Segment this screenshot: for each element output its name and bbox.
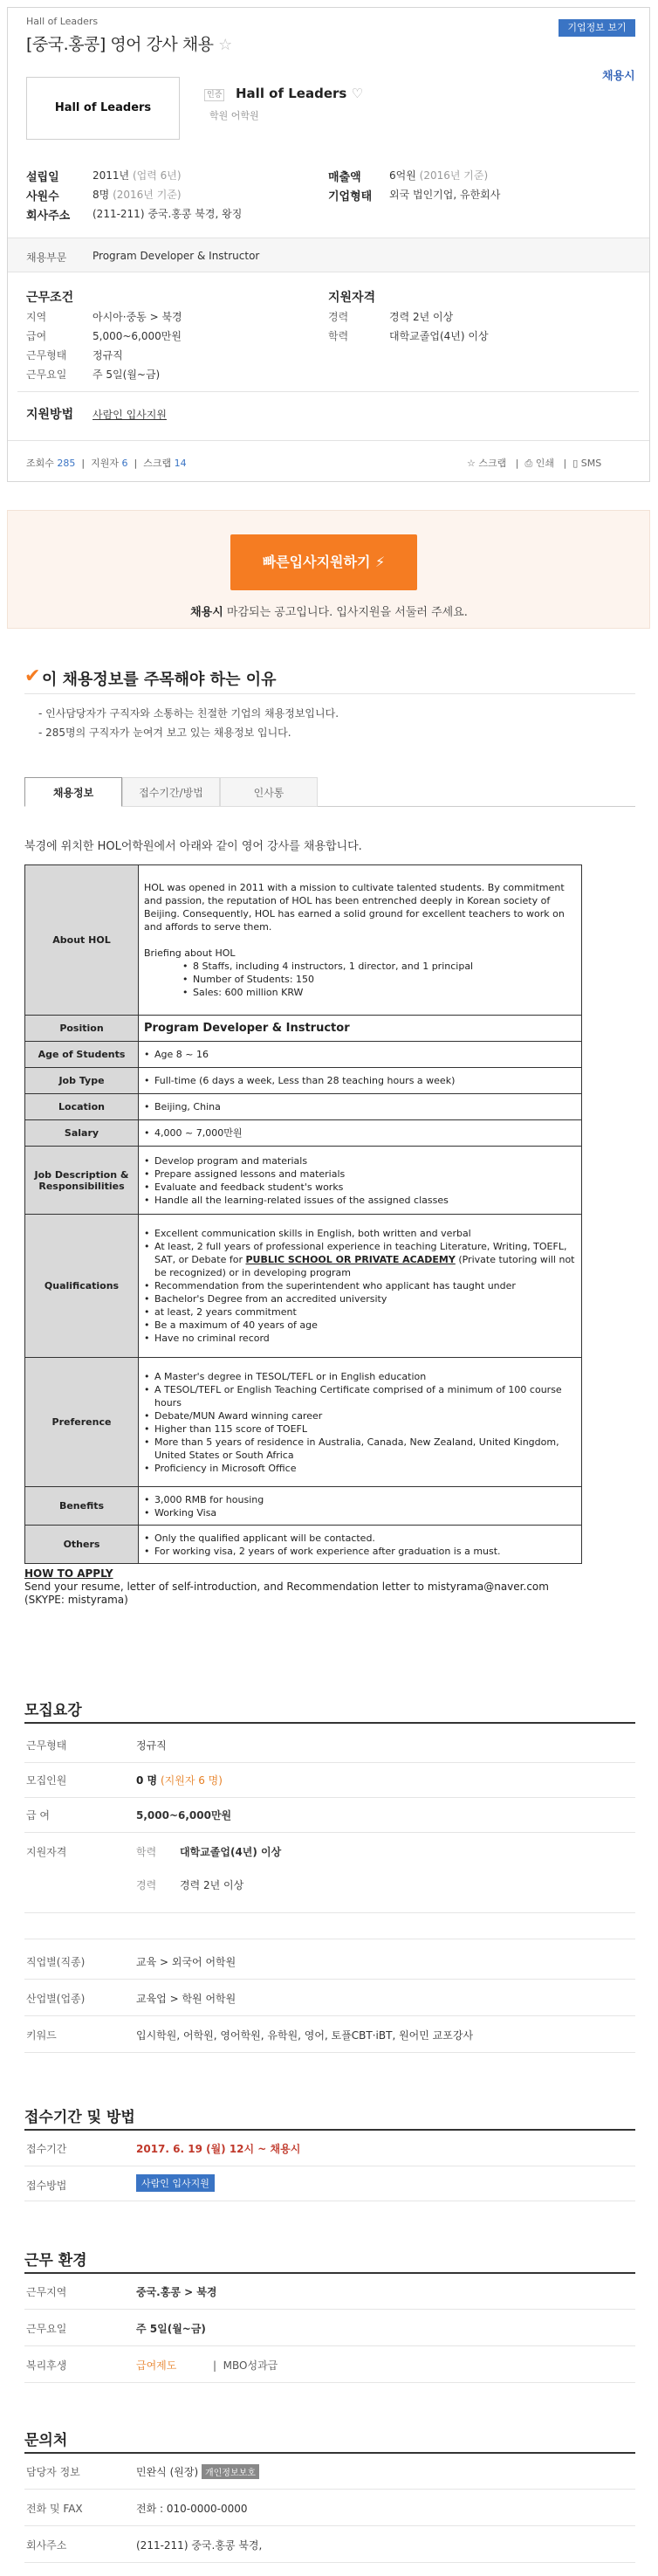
divider [24,2272,635,2274]
phone-label: 전화 및 FAX [26,2503,83,2515]
apply-note-text: 마감되는 공고입니다. 입사지원을 서둘러 주세요. [223,606,468,619]
company-info-button[interactable]: 기업정보 보기 [559,19,635,37]
position-label: Position [25,1016,139,1042]
apply-method-label: 지원방법 [26,408,74,422]
qualification-value: 대학교졸업(4년) 이상 [389,330,489,342]
job-category-label: 직업별(직종) [26,1956,86,1968]
sales-text: 6억원 [389,169,416,182]
environment-title: 근무 환경 [24,2252,87,2269]
job-type-label: Job Type [25,1068,139,1094]
table-row [25,1526,582,1564]
list-item: • Be a maximum of 40 years of age [144,1319,576,1332]
about-paragraph: HOL was opened in 2011 with a mission to cultivate talented students. By commitment and passion, the reputation of HOL has been entrenched deeply in Korean society of Beijing. Consequently, HOL has earned a solid ground for excellent teachers to work on and affords to serve them. [144,882,565,933]
responsibilities-label: Job Description & Responsibilities [25,1147,139,1215]
privacy-badge: 개인정보보호 [202,2464,259,2479]
list-item: • Excellent communication skills in English, both written and verbal [144,1227,576,1240]
edu-label: 학력 [136,1846,157,1858]
list-item: • Full-time (6 days a week, Less than 28 teaching hours a week) [144,1074,576,1087]
address-label: 회사주소 [26,210,71,223]
welfare-label: 복리후생 [26,2359,67,2372]
list-item: • Sales: 600 million KRW [144,986,576,999]
company-category: 학원 어학원 [209,110,259,121]
divider [24,693,635,694]
table-row [25,1147,582,1215]
why-line: - 285명의 구직자가 눈여겨 보고 있는 채용정보 입니다. [38,727,291,739]
headcount-text: 0 명 [136,1774,158,1787]
founded-value [93,168,182,183]
job-description-table [24,864,582,1564]
stats-bar: 조회수 285 | 지원자 6 | 스크랩 14 [26,458,187,469]
divider [24,1832,635,1833]
contact-address-value: (211-211) 중국.홍콩 북경, [136,2539,263,2552]
contact-address-label: 회사주소 [26,2539,67,2552]
summary-title: 모집요강 [24,1702,82,1719]
table-row [25,1215,582,1358]
qualification-value: 경력 2년 이상 [389,311,454,323]
print-button[interactable]: 인쇄 [535,458,555,469]
heart-icon[interactable]: ♡ [351,86,364,101]
list-item: • Evaluate and feedback student's works [144,1181,576,1194]
days-label: 근무요일 [26,2323,67,2335]
divider [24,1979,635,1980]
job-category-value[interactable]: 교육 > 외국어 어학원 [136,1956,236,1968]
condition-label: 근무요일 [26,368,67,381]
divider [24,2015,635,2016]
career-value: 경력 2년 이상 [180,1879,244,1891]
conditions-title: 근무조건 [26,291,74,305]
manager-label: 담당자 정보 [26,2466,80,2478]
list-item: • Develop program and materials [144,1154,576,1167]
table-row [25,1016,582,1042]
sales-label: 매출액 [328,171,361,184]
region-label: 근무지역 [26,2286,67,2298]
preference-label: Preference [25,1358,139,1487]
divider [24,1797,635,1798]
divider [24,2345,635,2346]
views-label: 조회수 [26,458,54,469]
divider [24,2309,635,2310]
period-value: 2017. 6. 19 (월) 12시 ~ 채용시 [136,2143,301,2155]
sales-note: (2016년 기준) [419,169,489,182]
tab-hr-talk[interactable]: 인사통 [220,777,318,807]
list-item: • Number of Students: 150 [144,973,576,986]
list-item: • 3,000 RMB for housing [144,1493,576,1506]
company-logo[interactable]: Hall of Leaders [26,77,180,140]
divider [24,1762,635,1763]
position-label: 채용부문 [26,251,67,264]
welfare-value-2: | MBO성과급 [213,2359,278,2372]
certified-tag: 인증 [204,89,224,101]
applicants-count: 6 [121,458,128,469]
saramin-apply-button[interactable]: 사람인 입사지원 [136,2174,215,2192]
position-value: Program Developer & Instructor [139,1016,582,1042]
phone-value: 전화 : 010-0000-0000 [136,2503,248,2515]
table-row [25,1120,582,1147]
list-item: • Higher than 115 score of TOEFL [144,1422,576,1436]
list-item: • Working Visa [144,1506,576,1519]
how-to-apply-line: Send your resume, letter of self-introduction, and Recommendation letter to mistyrama@naver.com [24,1581,549,1593]
contact-title: 문의처 [24,2432,68,2449]
list-item: • Recommendation from the superintendent who applicant has taught under [144,1279,576,1292]
list-item: • 4,000 ~ 7,000만원 [144,1126,576,1140]
employment-type-value: 정규직 [136,1739,167,1752]
list-item: • Bachelor's Degree from an accredited university [144,1292,576,1305]
qualifications-title: 지원자격 [328,291,376,305]
apply-method-link[interactable]: 사람인 입사지원 [93,409,167,421]
tab-period-method[interactable]: 접수기간/방법 [122,777,220,807]
qualification-text: At least, 2 full years of professional experience in teaching Literature, Writing, TOEFL, SAT, or Debate for [154,1241,567,1265]
condition-label: 근무형태 [26,349,67,362]
list-item: • Handle all the learning-related issues of the assigned classes [144,1194,576,1207]
academy-tail: (Private tutoring will not be recognized) or in developing program [154,1254,575,1278]
divider [8,440,649,441]
method-value [136,2174,215,2192]
scrap-button[interactable]: ☆ 스크랩 [467,458,507,469]
condition-label: 지역 [26,311,47,323]
region-value: 중국.홍콩 > 북경 [136,2286,217,2298]
list-item: • 8 Staffs, including 4 instructors, 1 director, and 1 principal [144,960,576,973]
about-label: About HOL [25,865,139,1016]
table-row [25,1094,582,1120]
divider [24,2452,635,2454]
salary-value: 5,000~6,000만원 [136,1809,232,1822]
company-type-value: 외국 법인기업, 유한회사 [389,189,501,201]
qual-label: 지원자격 [26,1846,67,1858]
salary-label: Salary [25,1120,139,1147]
qualification-label: 경력 [328,311,349,323]
list-item: • Debate/MUN Award winning career [144,1409,576,1422]
period-label: 접수기간 [26,2143,67,2155]
actions-bar: ☆ 스크랩 | ⎙ 인쇄 | ▯ SMS [467,458,602,469]
briefing-list [144,960,576,999]
company-type-label: 기업형태 [328,190,373,203]
others-label: Others [25,1526,139,1564]
employment-type-label: 근무형태 [26,1739,67,1752]
list-item: • Prepare assigned lessons and materials [144,1167,576,1181]
edu-value: 대학교졸업(4년) 이상 [180,1846,282,1858]
condition-label: 급여 [26,330,47,342]
salary-label: 급 여 [26,1809,50,1822]
list-item: • Only the qualified applicant will be contacted. [144,1532,576,1545]
method-label: 접수방법 [26,2180,67,2192]
apply-note-bold: 채용시 [190,606,223,619]
applicants-label: 지원자 [91,458,119,469]
address-value: (211-211) 중국.홍콩 북경, 왕징 [93,208,243,220]
list-item: • Have no criminal record [144,1332,576,1345]
divider [24,1722,635,1724]
table-row [25,1068,582,1094]
company-name[interactable] [236,86,363,101]
divider [24,2489,635,2490]
manager-name: 민완식 (원장) [136,2466,199,2478]
founded-note: (업력 6년) [132,169,182,182]
table-row [25,1487,582,1526]
days-value: 주 5일(월~금) [136,2323,206,2335]
keywords-value[interactable]: 입시학원, 어학원, 영어학원, 유학원, 영어, 토플CBT·iBT, 원어민 교포강사 [136,2029,474,2042]
divider [24,2562,635,2563]
list-item: • at least, 2 years commitment [144,1305,576,1319]
how-to-apply-title: HOW TO APPLY [24,1567,113,1580]
list-item: • A TESOL/TEFL or English Teaching Certificate comprised of a minimum of 100 course hours [144,1383,576,1409]
headcount-label: 모집인원 [26,1774,67,1787]
scraps-label: 스크랩 [143,458,172,469]
scraps-count: 14 [174,458,187,469]
divider [24,2129,635,2131]
list-item: • Proficiency in Microsoft Office [144,1462,576,1475]
welfare-value-1: 급여제도 [136,2359,177,2372]
condition-value: 주 5일(월~금) [93,368,161,381]
print-icon[interactable]: ⎙ [524,458,533,469]
qualifications-label: Qualifications [25,1215,139,1358]
sales-value [389,168,488,183]
employees-text: 8명 [93,189,110,201]
table-row [25,1358,582,1487]
welfare-value-2-text: MBO성과급 [223,2359,278,2372]
list-item: • Beijing, China [144,1100,576,1113]
founded-label: 설립일 [26,171,59,184]
divider [24,2525,635,2526]
industry-value[interactable]: 교육업 > 학원 어학원 [136,1993,236,2005]
list-item [144,1240,576,1279]
about-value [139,865,582,1016]
apply-note [0,603,658,619]
list-item: • Age 8 ~ 16 [144,1048,576,1061]
divider [24,2382,635,2383]
keywords-label: 키워드 [26,2029,57,2042]
list-item: • More than 5 years of residence in Australia, Canada, New Zealand, United Kingdom, United States or South Africa [144,1436,576,1462]
academy-emphasis: PUBLIC SCHOOL OR PRIVATE ACADEMY [245,1254,456,1265]
divider [24,2052,635,2053]
table-row [25,865,582,1016]
intro-text: 북경에 위치한 HOL어학원에서 아래와 같이 영어 강사를 채용합니다. [24,840,362,853]
industry-label: 산업별(업종) [26,1993,86,2005]
star-icon[interactable]: ☆ [218,36,232,54]
detail-tabs [24,777,635,807]
views-count: 285 [57,458,76,469]
period-title: 접수기간 및 방법 [24,2109,135,2126]
founded-text: 2011년 [93,169,130,182]
location-label: Location [25,1094,139,1120]
why-line: - 인사담당자가 구직자와 소통하는 친절한 기업의 채용정보입니다. [38,707,339,720]
condition-value: 정규직 [93,349,123,362]
benefits-label: Benefits [25,1487,139,1526]
how-to-apply [24,1567,549,1607]
career-label: 경력 [136,1879,157,1891]
employees-label: 사원수 [26,190,59,203]
headcount-value [136,1773,223,1787]
qualification-label: 학력 [328,330,349,342]
list-item: • For working visa, 2 years of work experience after graduation is a must. [144,1545,576,1558]
company-small-name[interactable]: Hall of Leaders [26,16,99,27]
list-item: • A Master's degree in TESOL/TEFL or in English education [144,1370,576,1383]
headcount-applicants: (지원자 6 명) [160,1774,223,1787]
divider [17,391,639,392]
age-label: Age of Students [25,1042,139,1068]
divider [24,1912,635,1913]
how-to-apply-line: (SKYPE: mistyrama) [24,1594,128,1606]
tab-job-info[interactable]: 채용정보 [24,777,122,807]
briefing-title: Briefing about HOL [144,947,236,959]
employees-note: (2016년 기준) [113,189,182,201]
check-icon: ✔ [24,665,41,687]
manager-value [136,2464,259,2479]
sms-icon[interactable]: ▯ [572,458,579,469]
condition-value: 아시아·중동 > 북경 [93,311,182,323]
why-title: 이 채용정보를 주목해야 하는 이유 [42,671,277,689]
quick-apply-button[interactable]: 빠른입사지원하기 ⚡ [230,534,417,590]
job-title-text: [중국.홍콩] 영어 강사 채용 [26,35,214,54]
sms-button[interactable]: SMS [580,458,602,469]
company-name-text[interactable]: Hall of Leaders [236,86,347,101]
employees-value [93,187,182,202]
job-title [26,31,232,55]
position-value: Program Developer & Instructor [93,250,260,262]
recruiting-badge: 채용시 [602,70,635,83]
condition-value: 5,000~6,000만원 [93,330,182,342]
table-row [25,1042,582,1068]
